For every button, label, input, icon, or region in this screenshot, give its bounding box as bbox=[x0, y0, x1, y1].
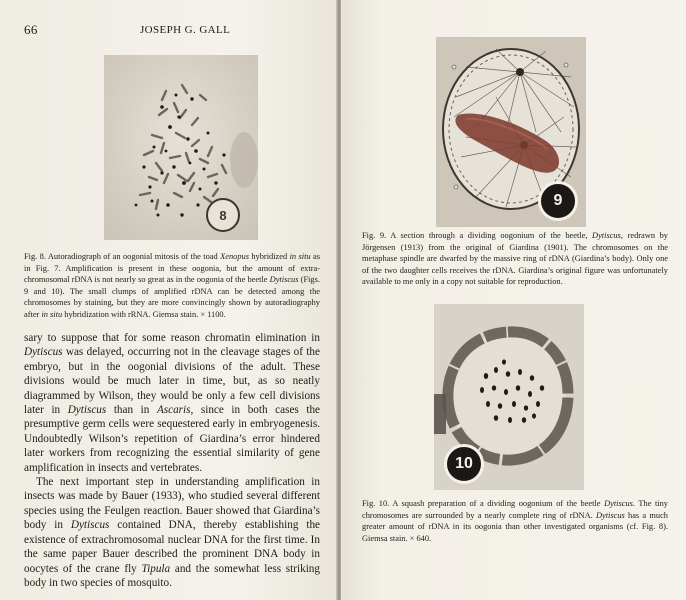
italic-run: Dytiscus bbox=[595, 510, 625, 520]
text-run: hybridized bbox=[248, 252, 290, 261]
text-run: Fig. 10. bbox=[362, 499, 390, 508]
figure-8-caption bbox=[24, 251, 320, 321]
text-run: was delayed, occurring not in the cleavage stages of the embryo, but in the oogonial divisions of the adult. These divisions would be much later in time, but, as so neatly diagrammed by Wilson, they would be only a few cell divisions later in bbox=[24, 346, 320, 417]
italic-run: Xenopus bbox=[220, 252, 249, 261]
text-run: hybridization with rRNA. Giemsa stain. × 1100. bbox=[62, 309, 226, 319]
figure-10-number-badge: 10 bbox=[444, 444, 484, 484]
figure-10-caption bbox=[362, 498, 668, 544]
text-run: as in Fig. 7. Amplification is present in these oogonia, but the amount of extra-chromosomal rDNA is not nearly so great as in the oogonia of the beetle bbox=[24, 252, 320, 285]
italic-run: Dytiscus bbox=[67, 404, 107, 417]
figure-9-caption bbox=[362, 230, 668, 288]
italic-run: Dytiscus bbox=[70, 519, 110, 532]
text-run: Fig. 9. bbox=[362, 231, 387, 240]
text-run: Autoradiograph of an oogonial mitosis of the toad bbox=[45, 252, 221, 261]
figure-8-micrograph bbox=[104, 55, 258, 240]
running-head: JOSEPH G. GALL bbox=[140, 24, 231, 36]
italic-run: Dytiscus bbox=[24, 346, 63, 359]
text-run: A squash preparation of a dividing oogonium of the beetle bbox=[389, 499, 605, 508]
text-run: (Figs. 9 and 10). The small clumps of amplified rDNA can be detected among the chromosomes by staining, but they are more convincingly shown by autoradiography after bbox=[24, 275, 320, 319]
body-text-column bbox=[24, 331, 320, 590]
figure-9-number-badge: 9 bbox=[538, 181, 578, 221]
figure-9-drawing bbox=[436, 37, 586, 227]
text-run: than in bbox=[106, 404, 157, 417]
italic-run: Tipula bbox=[141, 562, 171, 575]
italic-run: Dytiscus, bbox=[592, 231, 623, 240]
italic-run: Dytiscus. bbox=[604, 499, 635, 508]
text-run: and the somewhat less striking body in two species of mosquito. bbox=[24, 562, 320, 589]
text-run: redrawn by Jörgensen (1913) from the original of Giardina (1901). The chromosomes on the metaphase spindle are dwarfed by the massive ring of rDNA (Giardina’s body). Only one of the two daughter cells receives the rDNA. Giardina’s original figure was unfortunately available to me only in a copy not suitable for reproduction. bbox=[362, 231, 668, 287]
body-paragraph-2 bbox=[24, 475, 320, 590]
italic-run: Dytiscus bbox=[269, 275, 299, 285]
figure-10-micrograph bbox=[434, 304, 584, 490]
figure-8-number-badge: 8 bbox=[206, 198, 240, 232]
text-run: has a much greater amount of rDNA in its oogonia than other investigated organisms (cf. Fig. 8). Giemsa stain. × 640. bbox=[362, 510, 668, 543]
text-run: contained DNA, thereby establishing the existence of extrachromosomal nuclear DNA for the first time. In the same paper Bauer described the prominent DNA body in oocytes of the crane fly bbox=[24, 519, 321, 575]
text-run: The tiny chromosomes are surrounded by a nearly complete ring of rDNA. bbox=[362, 499, 668, 520]
italic-run: in situ bbox=[289, 252, 311, 261]
body-paragraph-1 bbox=[24, 331, 320, 475]
text-run: The next important step in understanding amplification in insects was made by Bauer (1933), who studied several different species using the Feulgen reaction. Bauer showed that Giardina’s body in bbox=[24, 476, 320, 532]
italic-run: Ascaris, bbox=[156, 404, 194, 417]
text-run: sary to suppose that for some reason chromatin elimination in bbox=[24, 332, 320, 344]
italic-run: in situ bbox=[41, 309, 63, 319]
text-run: since in both cases the presumptive germ cells were sequestered early in embryogenesis. Undoubtedly Wilson’s repetition of Giardina’s error hindered later workers from recognizing the essential similarity of gene amplification in insects and vertebrates. bbox=[24, 404, 320, 474]
text-run: A section through a dividing oogonium of the beetle, bbox=[386, 231, 593, 240]
page-number: 66 bbox=[24, 22, 38, 37]
text-run: Fig. 8. bbox=[24, 252, 46, 261]
